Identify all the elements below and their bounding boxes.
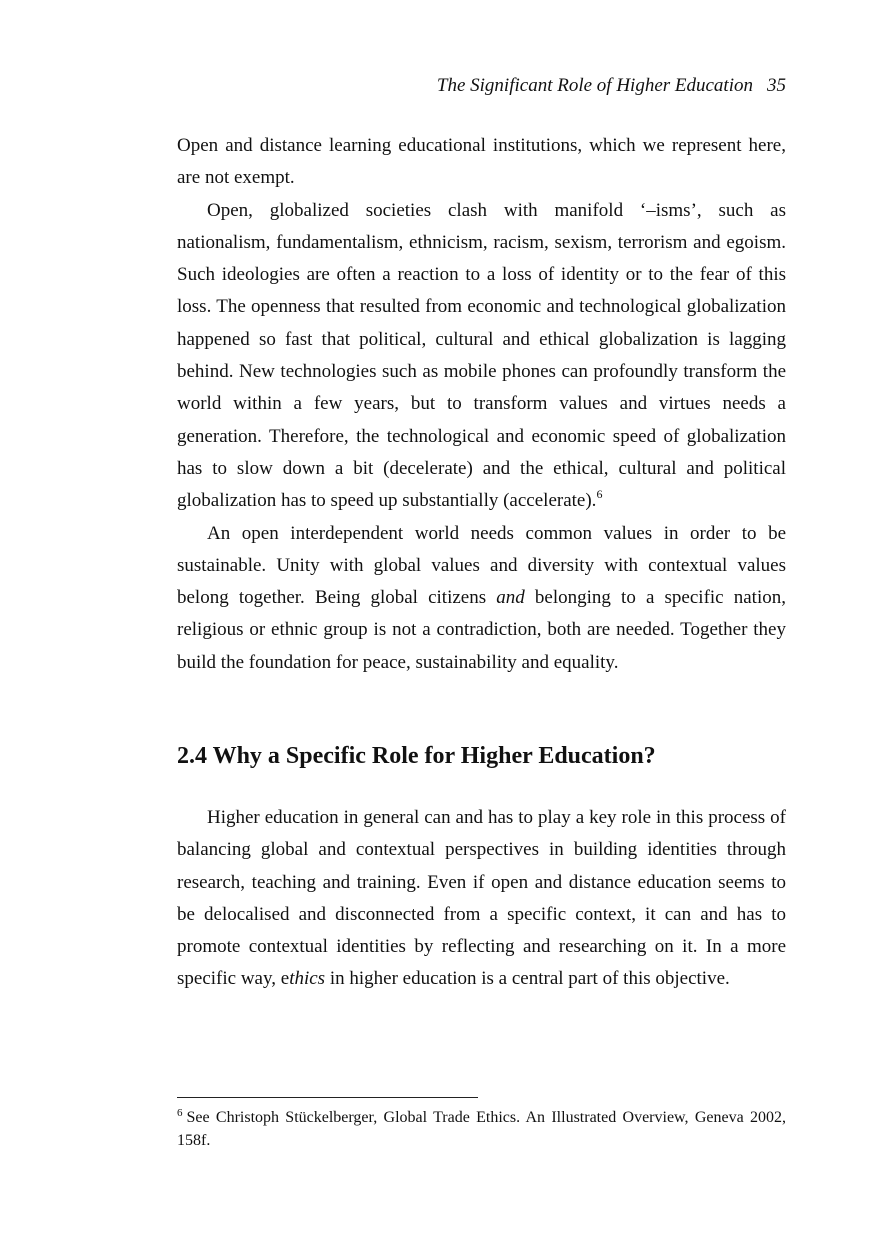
section-heading: 2.4 Why a Specific Role for Higher Education? (177, 743, 656, 769)
running-header (177, 74, 786, 98)
section-paragraph-1-emphasis: thics (289, 968, 326, 990)
paragraph-2-text: Open, globalized societies clash with manifold ‘–isms’, such as nationalism, fundamentalism, ethnicism, racism, sexism, terrorism and egoism. Such ideologies are often a reaction to a loss of identity or to the fear of this loss. The openness that resulted from economic and technological globalization happened so fast that political, cultural and ethical globalization is lagging behind. New technologies such as mobile phones can profoundly transform the world within a few years, but to transform values and virtues needs a generation. Therefore, the technological and economic speed of globalization has to slow down a bit (decelerate) and the ethical, cultural and political globalization has to speed up substantially (accelerate). (177, 199, 786, 512)
paragraph-1: Open and distance learning educational institutions, which we represent here, are not exempt. (177, 135, 786, 189)
paragraph-3 (177, 518, 786, 679)
section-paragraph-1-text-b: in higher education is a central part of this objective. (325, 968, 730, 990)
section-paragraph-1-text-a: Higher education in general can and has to play a key role in this process of balancing global and contextual perspectives in building identities through research, teaching and training. Even if open and distance education seems to be delocalised and disconnected from a specific context, it can and has to promote contextual identities by reflecting and researching on it. In a more specific way, e (177, 807, 786, 990)
paragraph-3-text-a: An open interdependent world needs common values in order to be sustainable. Unity with global values and diversity with contextual values belong together. Being global citizens (177, 522, 786, 609)
paragraph-3-text-b: belonging to a specific nation, religious or ethnic group is not a contradiction, both are needed. Together they build the foundation for peace, sustainability and equality. (177, 587, 786, 673)
footnote (177, 1106, 786, 1152)
section-paragraph-1 (177, 802, 786, 996)
section-body (177, 802, 786, 996)
footnote-number: 6 (177, 1107, 183, 1119)
footnote-divider (177, 1097, 478, 1098)
footnote-reference[interactable]: 6 (596, 487, 603, 502)
footnote-text: See Christoph Stückelberger, Global Trade Ethics. An Illustrated Overview, Geneva 2002, 158f. (177, 1109, 786, 1149)
paragraph-3-emphasis: and (496, 587, 525, 609)
paragraph-2 (177, 195, 786, 518)
running-title: The Significant Role of Higher Education (436, 75, 753, 96)
body-text (177, 130, 786, 679)
page-number: 35 (767, 75, 786, 96)
